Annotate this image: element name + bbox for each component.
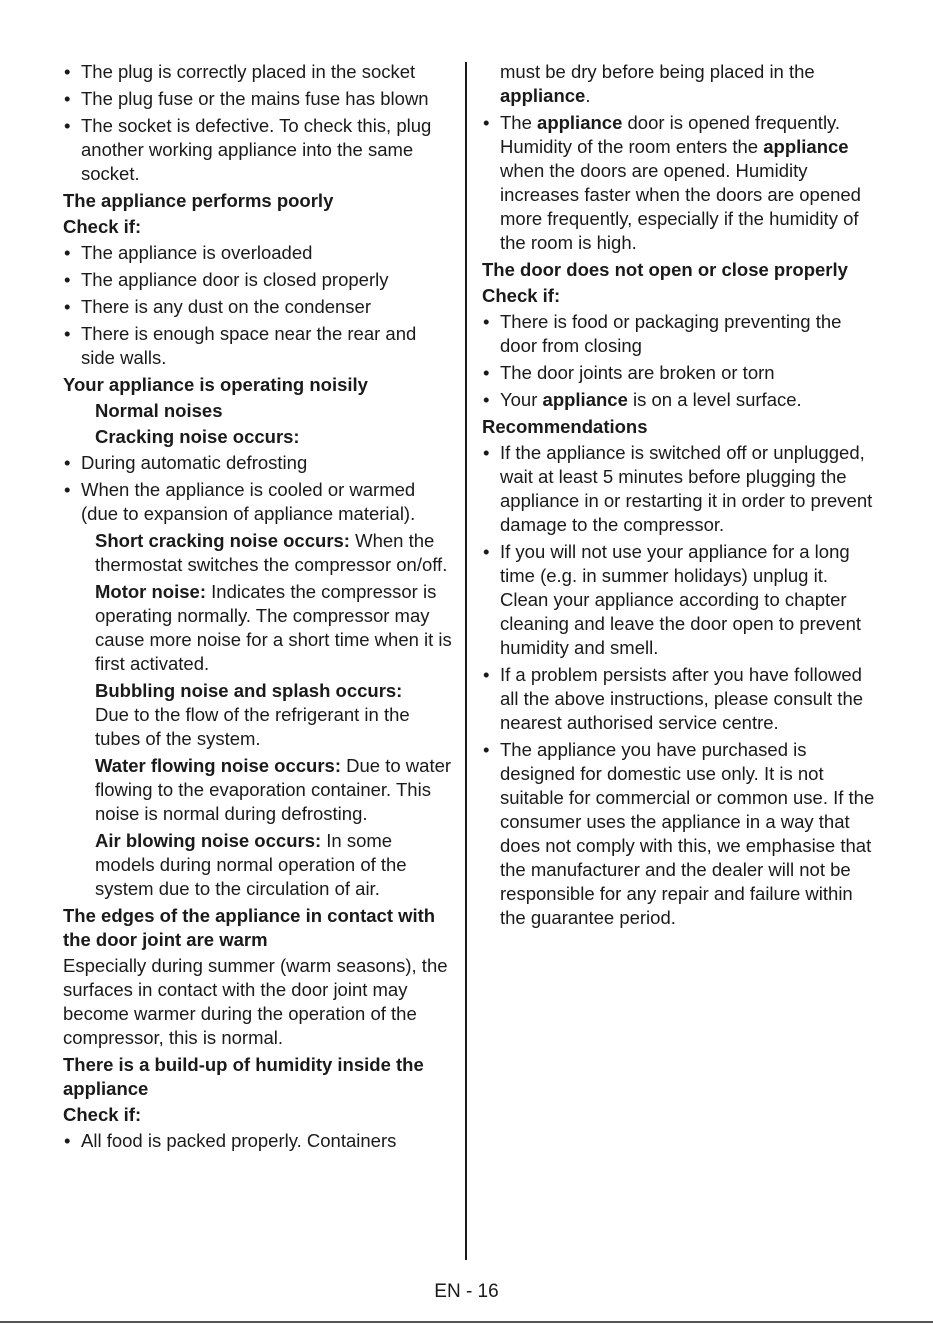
- bubbling-noise-paragraph: [63, 679, 455, 751]
- door-text-1: The: [500, 112, 538, 133]
- list-item: • The appliance you have purchased is designed for domestic use only. It is not suitable for commercial or common use. If the consumer uses the appliance in a way that does not comply with this, we emphasise that the manufacturer and the dealer will not be responsible for any repair and failure within the guarantee period.: [482, 738, 877, 930]
- short-cracking-label: Short cracking noise occurs:: [95, 530, 350, 551]
- section-heading-noisy: Your appliance is operating noisily: [63, 374, 368, 395]
- water-flowing-text: Due to water flowing to the evaporation container. This noise is normal during defrosting.: [95, 755, 452, 824]
- page-number: EN - 16: [434, 1281, 499, 1302]
- cracking-noise-list: [63, 451, 455, 526]
- water-flowing-label: Water flowing noise occurs:: [95, 755, 342, 776]
- air-blowing-paragraph: [63, 829, 455, 901]
- door-bold-2: appliance: [763, 136, 849, 157]
- list-item: [482, 111, 877, 255]
- recommendations-list: [482, 441, 877, 930]
- list-item: • The socket is defective. To check this, plug another working appliance into the same socket.: [63, 114, 455, 186]
- column-divider: [465, 62, 467, 1260]
- short-cracking-paragraph: [63, 529, 455, 577]
- door-check-list: [482, 310, 877, 412]
- list-item: • During automatic defrosting: [63, 451, 455, 475]
- subheading-cracking-noise: Cracking noise occurs:: [95, 426, 300, 447]
- list-item: • The plug fuse or the mains fuse has blown: [63, 87, 455, 111]
- list-item: • If you will not use your appliance for a long time (e.g. in summer holidays) unplug it. Clean your appliance according to chapter cleaning and leave the door open to prevent humidity and smell.: [482, 540, 877, 660]
- level-text-1: Your: [500, 389, 543, 410]
- list-item: • There is food or packaging preventing the door from closing: [482, 310, 877, 358]
- list-item: • The door joints are broken or torn: [482, 361, 877, 385]
- list-item: • There is enough space near the rear and side walls.: [63, 322, 455, 370]
- motor-noise-paragraph: [63, 580, 455, 676]
- air-blowing-text: In some models during normal operation of the system due to the circulation of air.: [95, 830, 407, 899]
- plug-check-list: [63, 60, 455, 186]
- motor-noise-text: Indicates the compressor is operating normally. The compressor may cause more noise for a short time when it is first activated.: [95, 581, 452, 674]
- list-item: • All food is packed properly. Containers: [63, 1129, 455, 1153]
- bubbling-noise-text: Due to the flow of the refrigerant in the tubes of the system.: [95, 704, 410, 749]
- list-item: • If the appliance is switched off or unplugged, wait at least 5 minutes before plugging the appliance in or restarting it in order to prevent damage to the compressor.: [482, 441, 877, 537]
- door-text-3: when the doors are opened. Humidity increases faster when the doors are opened more frequently, especially if the humidity of the room is high.: [500, 160, 861, 253]
- section-heading-edges-warm: The edges of the appliance in contact with the door joint are warm: [63, 905, 436, 950]
- list-item: [482, 388, 877, 412]
- right-column: [482, 58, 877, 933]
- section-heading-humidity: There is a build-up of humidity inside the appliance: [63, 1054, 424, 1099]
- level-bold: appliance: [542, 389, 628, 410]
- section-heading-door-not-close: The door does not open or close properly: [482, 259, 848, 280]
- continued-text: must be dry before being placed in the: [500, 61, 815, 82]
- short-cracking-text: When the thermostat switches the compressor on/off.: [95, 530, 448, 575]
- water-flowing-paragraph: [63, 754, 455, 826]
- bubbling-noise-label: Bubbling noise and splash occurs:: [95, 680, 403, 701]
- list-item: • The appliance is overloaded: [63, 241, 455, 265]
- list-item: • There is any dust on the condenser: [63, 295, 455, 319]
- performance-check-list: [63, 241, 455, 370]
- check-if-label: Check if:: [63, 216, 142, 237]
- door-bold-1: appliance: [537, 112, 623, 133]
- list-item: • When the appliance is cooled or warmed (due to expansion of appliance material).: [63, 478, 455, 526]
- continued-bullet-text: [482, 60, 877, 108]
- subheading-normal-noises: Normal noises: [95, 400, 223, 421]
- list-item: • The plug is correctly placed in the socket: [63, 60, 455, 84]
- air-blowing-label: Air blowing noise occurs:: [95, 830, 322, 851]
- door-text-2: door is opened frequently. Humidity of the room enters the: [500, 112, 841, 157]
- check-if-label: Check if:: [63, 1104, 142, 1125]
- continued-bold: appliance: [500, 85, 586, 106]
- continued-end: .: [585, 85, 591, 106]
- left-column: [63, 58, 455, 1156]
- list-item: • The appliance door is closed properly: [63, 268, 455, 292]
- edges-warm-paragraph: Especially during summer (warm seasons), the surfaces in contact with the door joint may become warmer during the operation of the compressor, this is normal.: [63, 955, 448, 1048]
- list-item: • If a problem persists after you have followed all the above instructions, please consult the nearest authorised service centre.: [482, 663, 877, 735]
- door-opened-list: [482, 111, 877, 255]
- humidity-check-list: [63, 1129, 455, 1153]
- motor-noise-label: Motor noise:: [95, 581, 206, 602]
- bottom-rule: [0, 1321, 933, 1323]
- section-heading-recommendations: Recommendations: [482, 416, 648, 437]
- level-text-2: is on a level surface.: [627, 389, 802, 410]
- section-heading-performs-poorly: The appliance performs poorly: [63, 190, 334, 211]
- check-if-label: Check if:: [482, 285, 561, 306]
